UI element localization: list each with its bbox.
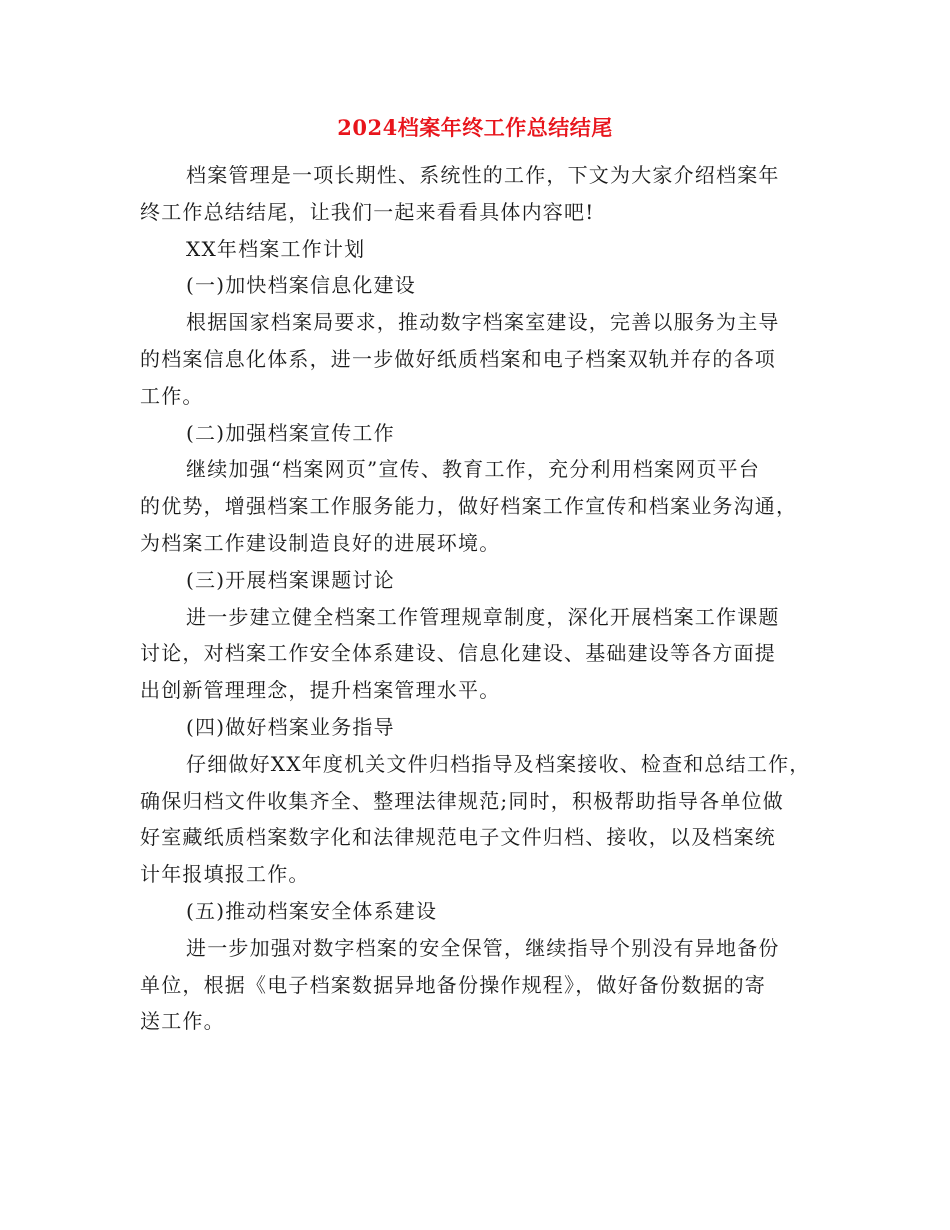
- paragraph-line: 继续加强“档案网页”宣传、教育工作，充分利用档案网页平台: [186, 457, 761, 482]
- paragraph-line: 讨论，对档案工作安全体系建设、信息化建设、基础建设等各方面提: [140, 641, 776, 666]
- paragraph-line: 单位，根据《电子档案数据异地备份操作规程》，做好备份数据的寄: [140, 972, 766, 997]
- paragraph-line: 根据国家档案局要求，推动数字档案室建设，完善以服务为主导: [186, 310, 780, 335]
- section-heading: (二)加强档案宣传工作: [186, 420, 395, 445]
- document-body: [140, 157, 811, 1040]
- section-heading: (四)做好档案业务指导: [186, 714, 395, 739]
- paragraph-line: 好室藏纸质档案数字化和法律规范电子文件归档、接收，以及档案统: [140, 825, 776, 850]
- document-title: 2024档案年终工作总结结尾: [337, 115, 613, 140]
- paragraph-line: 为档案工作建设制造良好的进展环境。: [140, 530, 501, 555]
- paragraph-line: 计年报填报工作。: [140, 862, 310, 887]
- paragraph-line: 终工作总结结尾，让我们一起来看看具体内容吧!: [140, 199, 595, 224]
- paragraph-line: 确保归档文件收集齐全、整理法律规范;同时，积极帮助指导各单位做: [140, 788, 784, 813]
- section-heading: XX年档案工作计划: [186, 236, 366, 261]
- paragraph-line: 的档案信息化体系，进一步做好纸质档案和电子档案双轨并存的各项: [140, 346, 776, 371]
- section-heading: (五)推动档案安全体系建设: [186, 898, 438, 923]
- section-heading: (一)加快档案信息化建设: [186, 273, 417, 298]
- paragraph-line: 档案管理是一项长期性、系统性的工作，下文为大家介绍档案年: [186, 163, 780, 187]
- paragraph-line: 出创新管理理念，提升档案管理水平。: [140, 678, 501, 703]
- paragraph-line: 进一步建立健全档案工作管理规章制度，深化开展档案工作课题: [186, 604, 780, 629]
- paragraph-line: 送工作。: [140, 1009, 225, 1034]
- paragraph-line: 的优势，增强档案工作服务能力，做好档案工作宣传和档案业务沟通，: [140, 494, 798, 519]
- paragraph-line: 进一步加强对数字档案的安全保管，继续指导个别没有异地备份: [186, 935, 780, 960]
- section-heading: (三)开展档案课题讨论: [186, 567, 395, 592]
- paragraph-line: 工作。: [140, 383, 204, 408]
- paragraph-line: 仔细做好XX年度机关文件归档指导及档案接收、检查和总结工作，: [186, 751, 811, 776]
